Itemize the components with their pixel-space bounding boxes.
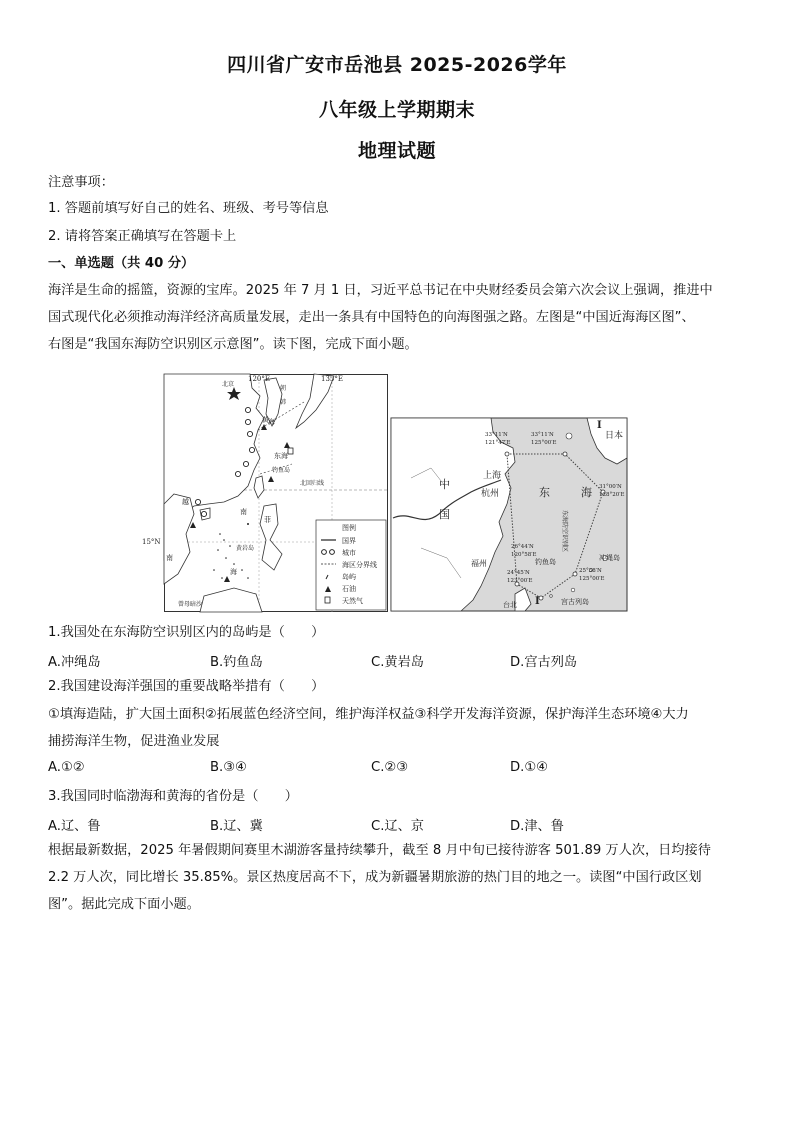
notice-heading: 注意事项： [48, 175, 114, 190]
q2-option-c[interactable]: C.②③ [371, 760, 409, 775]
coord5-lon: 120°58′E [511, 552, 537, 558]
coord2-lon: 125°00′E [531, 440, 557, 446]
lat-15-label: 15°N [142, 538, 161, 546]
notice-item-1: 1. 答题前填写好自己的姓名、班级、考号等信息 [48, 201, 329, 216]
coord4-lat: 25°38′N [579, 568, 602, 574]
north-arrow-icon-2: I [535, 596, 540, 607]
q3-option-b[interactable]: B.辽、冀 [210, 819, 263, 834]
q2-option-b[interactable]: B.③④ [210, 760, 247, 775]
shanghai-label: 上海 [483, 471, 502, 481]
passage2-line3: 图”。据此完成下面小题。 [48, 897, 200, 912]
coord6-lon: 123°00′E [507, 578, 533, 584]
legend-title: 图例 [342, 524, 356, 532]
zengmu-label: 曾母暗沙 [178, 601, 203, 608]
coord2-lat: 33°11′N [531, 432, 554, 438]
q2-option-a[interactable]: A.①② [48, 760, 85, 775]
q3-option-d[interactable]: D.津、鲁 [510, 819, 564, 834]
question-2-stem: 2.我国建设海洋强国的重要战略举措有（ ） [48, 679, 325, 694]
taibei-label: 台北 [503, 601, 517, 609]
miyako-label: 宫古列岛 [561, 598, 589, 606]
guo-label: 国 [439, 508, 450, 521]
passage1-line2: 国式现代化必须推动海洋经济高质量发展，走出一条具有中国特色的向海图强之路。左图是“中国近海海区图”、 [48, 310, 695, 325]
q1-option-a[interactable]: A.冲绳岛 [48, 655, 101, 670]
passage2-line2: 2.2 万人次，同比增长 35.85%。景区热度居高不下，成为新疆暑期旅游的热门目的地之一。读图“中国行政区划 [48, 870, 702, 885]
coord3-lat: 31°00′N [599, 484, 622, 490]
q1-option-d[interactable]: D.宫古列岛 [510, 655, 578, 670]
legend-city: 城市 [342, 549, 356, 557]
q2-option-d[interactable]: D.①④ [510, 760, 548, 775]
huanghai-label: 黄 [262, 416, 269, 424]
huanghai-label-2: 海 [268, 418, 275, 426]
diaoyu-label-right: 钓鱼岛 [535, 558, 556, 566]
donghai-label: 东海 [274, 452, 288, 460]
fei-label: 菲 [264, 516, 271, 524]
exam-title-line1: 四川省广安市岳池县 2025-2026学年 [227, 54, 567, 76]
coord3-lon: 128°20′E [599, 492, 625, 498]
fuzhou-label: 福州 [471, 559, 487, 568]
east-china-sea-adiz-map [391, 418, 627, 611]
legend-border: 国界 [342, 537, 356, 545]
legend-gas: 天然气 [342, 597, 363, 605]
question-2-line2: 捕捞海洋生物，促进渔业发展 [48, 734, 220, 749]
hai-label-right: 海 [581, 486, 592, 499]
hangzhou-label: 杭州 [481, 489, 500, 499]
hai-label: 海 [230, 568, 237, 576]
huangyan-label: 黄岩岛 [236, 545, 255, 552]
china-offshore-map [142, 374, 388, 612]
dong-label: 东 [539, 486, 550, 499]
diaoyu-label-left: 钓鱼岛 [272, 467, 291, 474]
chao-label: 朝 [280, 385, 287, 392]
left-map-legend [316, 520, 386, 610]
passage1-line1: 海洋是生命的摇篮，资源的宝库。2025 年 7 月 1 日，习近平总书记在中央财经委员会第六次会议上强调，推进中 [48, 283, 713, 298]
lon-120-label: 120°E [248, 375, 270, 383]
passage1-line3: 右图是“我国东海防空识别区示意图”。读下图，完成下面小题。 [48, 337, 418, 352]
q1-option-b[interactable]: B.钓鱼岛 [210, 655, 263, 670]
japan-label: 日本 [605, 431, 624, 441]
coord1-lon: 121°47′E [485, 440, 511, 446]
beijing-label: 北京 [222, 381, 235, 388]
exam-title-line3: 地理试题 [357, 140, 436, 162]
zhong-label: 中 [439, 478, 450, 491]
coord4-lon: 125°00′E [579, 576, 605, 582]
legend-oil: 石油 [342, 585, 356, 593]
nan2-label: 南 [166, 554, 173, 562]
map-figure [142, 374, 628, 612]
q3-option-c[interactable]: C.辽、京 [371, 819, 424, 834]
han-label: 韩 [280, 399, 287, 406]
q3-option-a[interactable]: A.辽、鲁 [48, 819, 101, 834]
north-arrow-icon: I [597, 420, 602, 431]
q1-option-c[interactable]: C.黄岩岛 [371, 655, 424, 670]
yue-label: 越 [182, 498, 189, 506]
adiz-label: 东海防空识别区 [561, 510, 568, 553]
lon-135-label: 135°E [321, 375, 343, 383]
notice-item-2: 2. 请将答案正确填写在答题卡上 [48, 229, 237, 244]
passage2-line1: 根据最新数据，2025 年暑假期间赛里木湖游客量持续攀升，截至 8 月中旬已接待游客 501.89 万人次，日均接待 [48, 843, 711, 858]
coord5-lat: 26°44′N [511, 544, 534, 550]
coord6-lat: 24°45′N [507, 570, 530, 576]
section-1-heading: 一、单选题（共 40 分） [48, 256, 195, 271]
tropic-label: 北回归线 [300, 480, 325, 487]
coord1-lat: 33°11′N [485, 432, 508, 438]
question-3-stem: 3.我国同时临渤海和黄海的省份是（ ） [48, 789, 298, 804]
question-2-line1: ①填海造陆，扩大国土面积②拓展蓝色经济空间，维护海洋权益③科学开发海洋资源，保护海洋生态环境④大力 [48, 707, 689, 722]
legend-sea-boundary: 海区分界线 [342, 561, 377, 569]
okinawa-label: 冲绳岛 [599, 554, 620, 562]
question-1-stem: 1.我国处在东海防空识别区内的岛屿是（ ） [48, 625, 325, 640]
legend-island: 岛屿 [342, 573, 356, 581]
exam-title-line2: 八年级上学期期末 [318, 99, 475, 121]
nan-label: 南 [240, 508, 247, 516]
